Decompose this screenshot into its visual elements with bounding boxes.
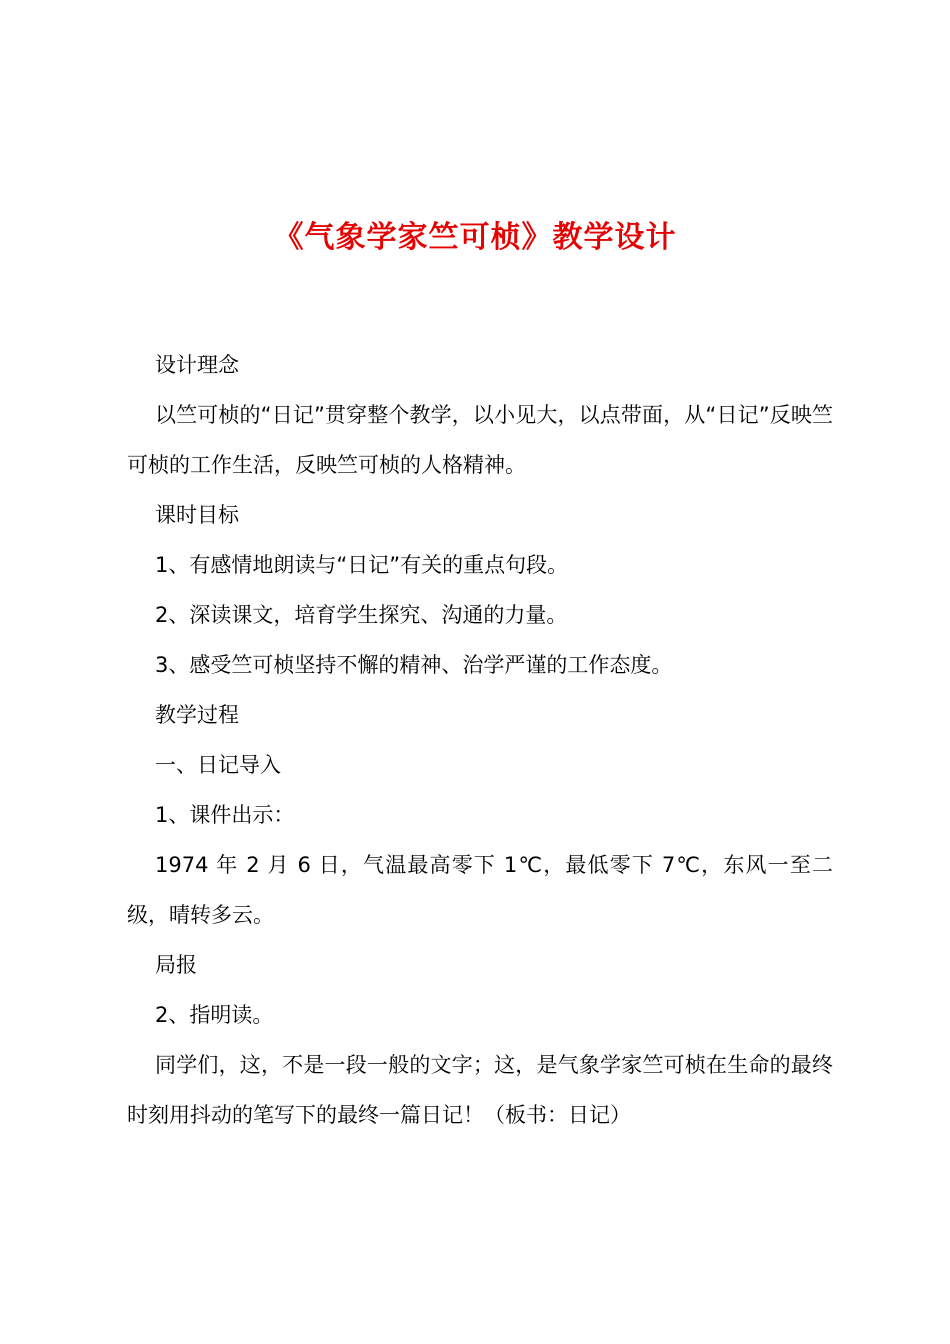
section-heading-design-concept: 设计理念 — [155, 353, 239, 377]
document-title: 《气象学家竺可桢》教学设计 — [273, 220, 677, 255]
section-heading-teaching-process: 教学过程 — [155, 703, 239, 727]
paragraph-design-concept: 以竺可桢的“日记”贯穿整个教学，以小见大，以点带面，从“日记”反映竺可桢的工作生活，反映竺可桢的人格精神。 — [127, 403, 833, 477]
diary-quote: 1974 年 2 月 6 日，气温最高零下 1℃，最低零下 7℃，东风一至二级，晴转多云。 — [127, 853, 833, 927]
diary-source: 局报 — [155, 953, 197, 977]
goal-item-3: 3、感受竺可桢坚持不懈的精神、治学严谨的工作态度。 — [155, 653, 673, 677]
goal-item-1: 1、有感情地朗读与“日记”有关的重点句段。 — [155, 553, 569, 577]
step-item-2: 2、指明读。 — [155, 1003, 274, 1027]
step-item-1: 1、课件出示： — [155, 803, 295, 827]
section-heading-lesson-goals: 课时目标 — [155, 503, 239, 527]
goal-item-2: 2、深读课文，培育学生探究、沟通的力量。 — [155, 603, 568, 627]
step-heading-diary-intro: 一、日记导入 — [155, 753, 281, 777]
document-body — [127, 340, 833, 1140]
paragraph-teacher-talk: 同学们，这，不是一段一般的文字；这，是气象学家竺可桢在生命的最终时刻用抖动的笔写下的最终一篇日记！（板书：日记） — [127, 1053, 833, 1127]
